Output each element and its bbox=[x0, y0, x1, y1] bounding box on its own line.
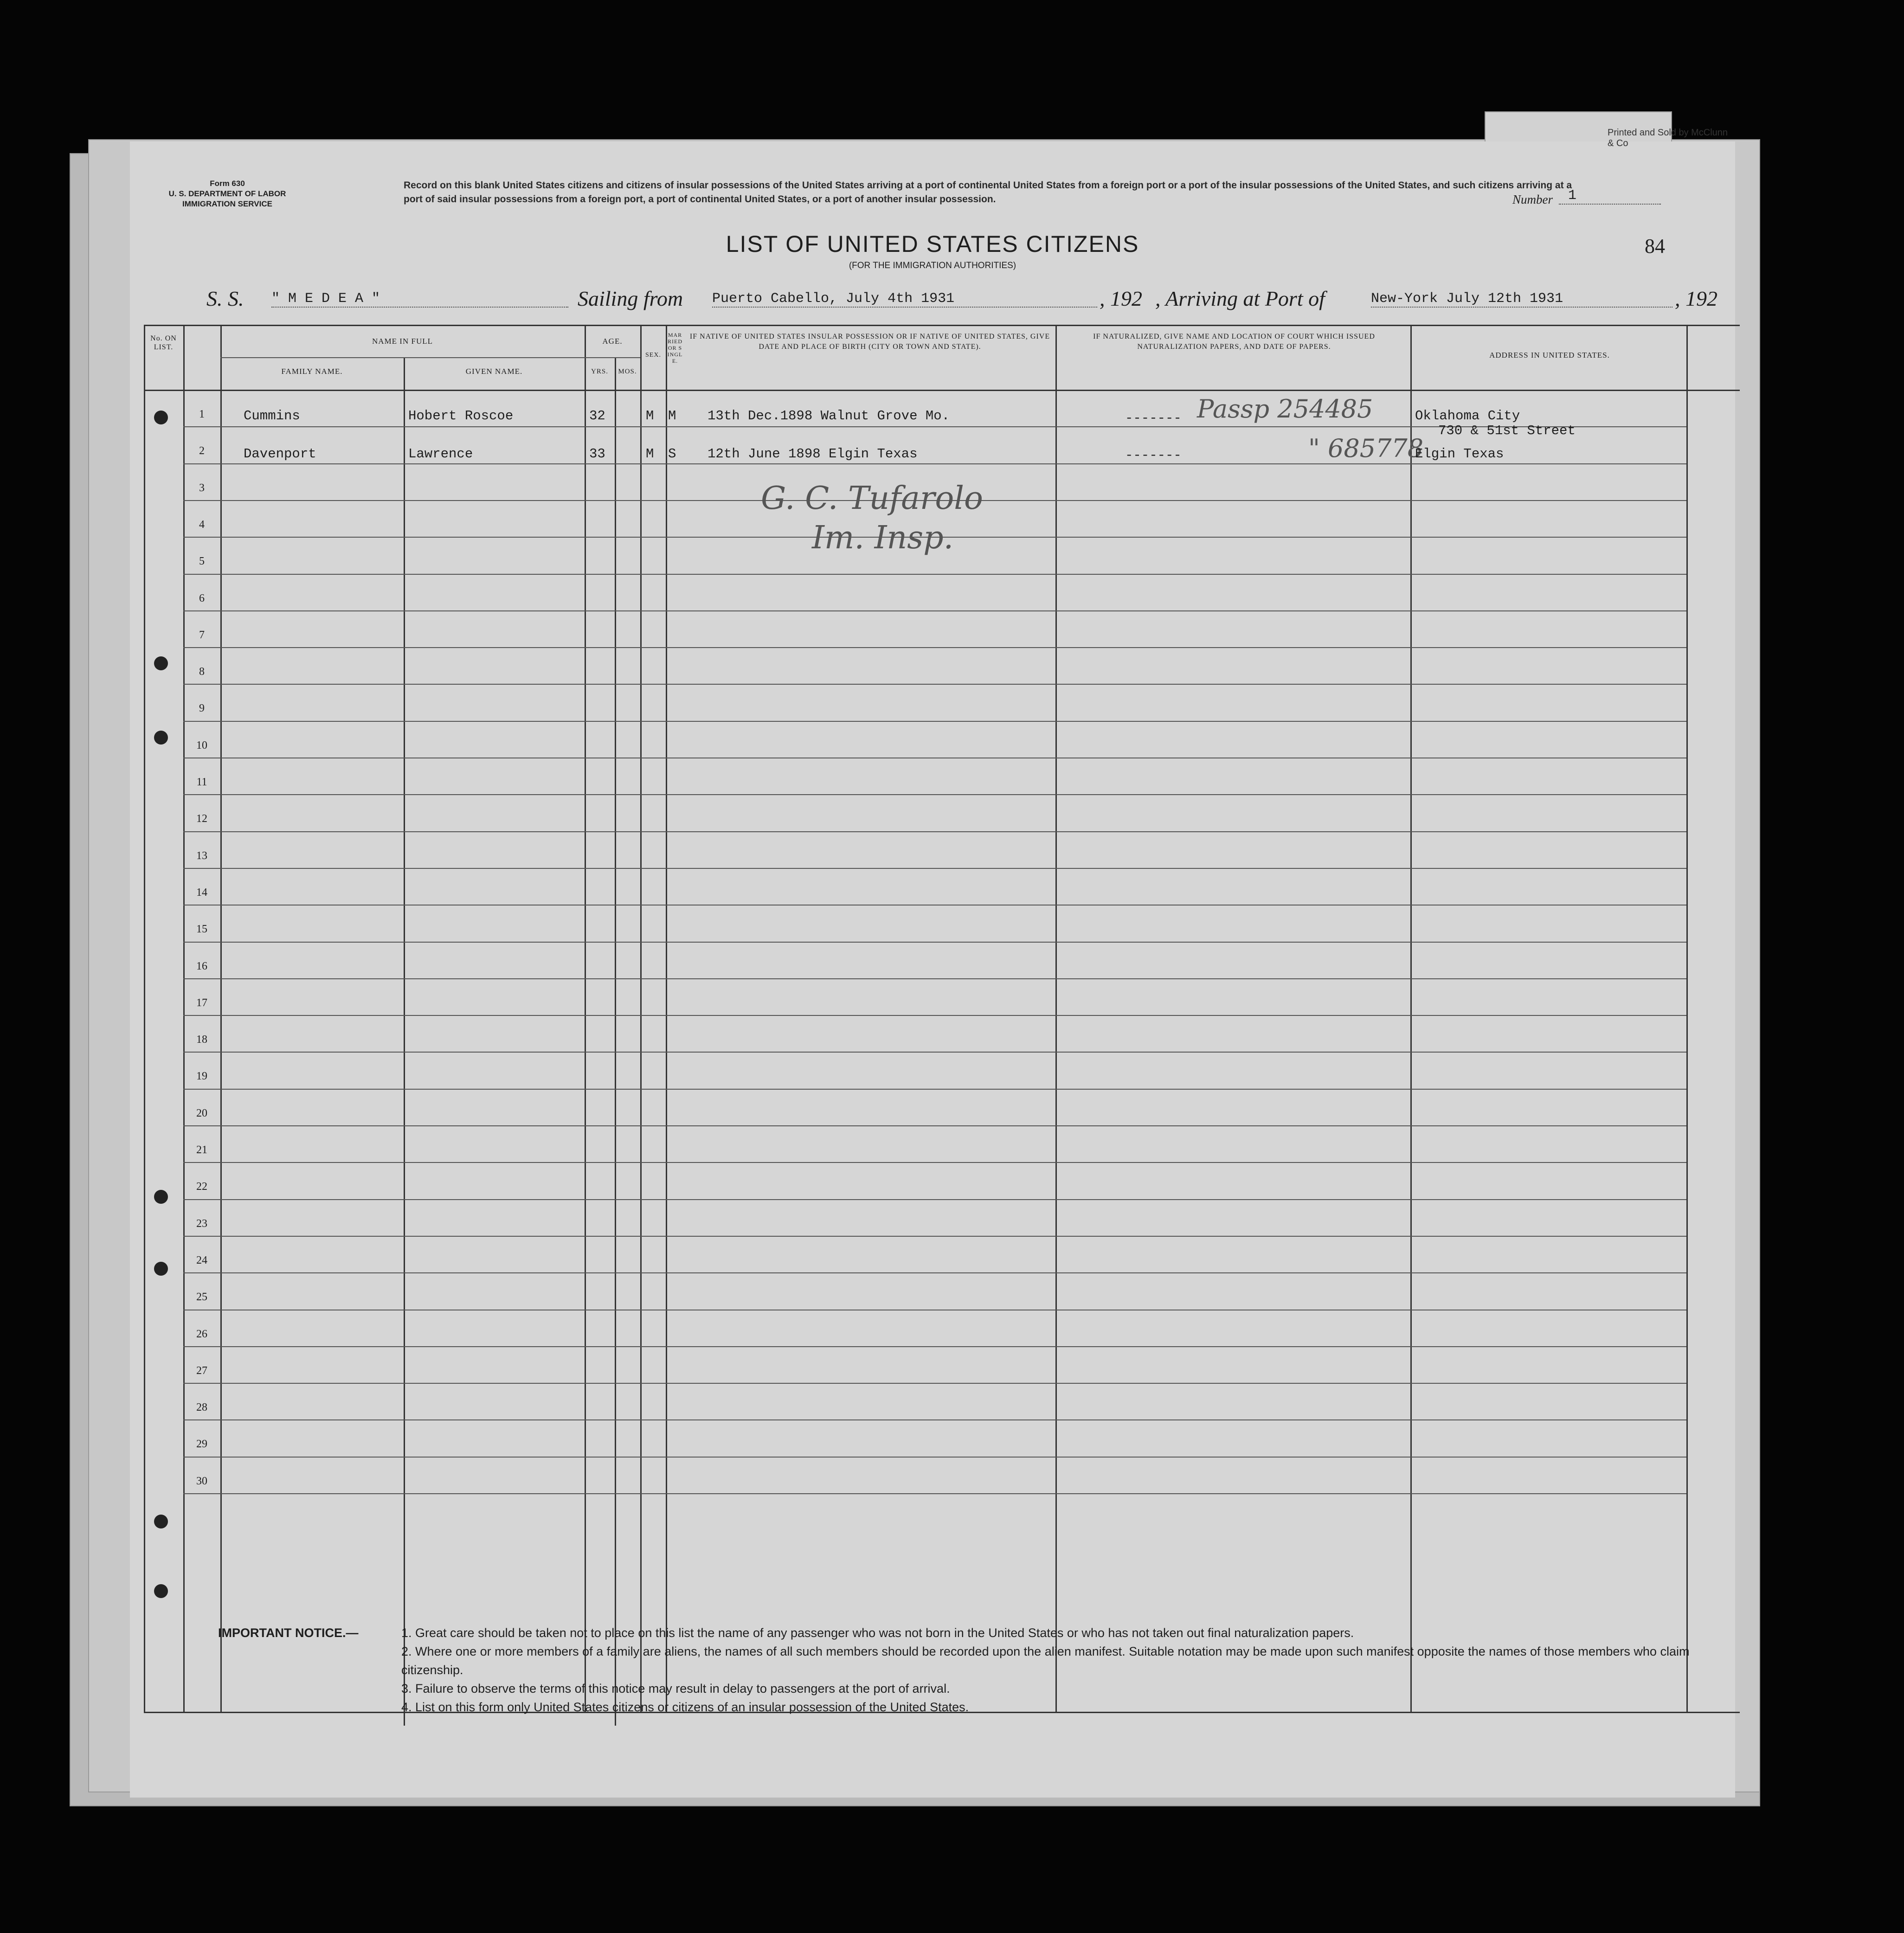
form-service: IMMIGRATION SERVICE bbox=[182, 199, 272, 208]
row-number: 23 bbox=[196, 1217, 207, 1230]
address-cell: Elgin Texas bbox=[1415, 446, 1504, 462]
handwritten-passport: " 685778 bbox=[1308, 434, 1424, 463]
family-name-cell: Cummins bbox=[244, 408, 300, 424]
column-rule bbox=[183, 325, 185, 1712]
row-number: 12 bbox=[196, 813, 207, 825]
address-cell-line2: 730 & 51st Street bbox=[1438, 423, 1576, 438]
row-rule bbox=[183, 1236, 1686, 1237]
inspector-title-signature: Im. Insp. bbox=[812, 520, 954, 556]
record-instructions: Record on this blank United States citizens and citizens of insular possessions of the United States arriving at a port of continental United States from a foreign port or a port of the insular possessions of the United States, and such citizens arriving at a port of said insular possessions from a foreign port, a port of continental United States, or a port of another insular possession. bbox=[404, 180, 1572, 205]
address-cell: Oklahoma City bbox=[1415, 408, 1520, 424]
row-rule bbox=[183, 647, 1686, 648]
birth-cell: 12th June 1898 Elgin Texas bbox=[708, 446, 918, 462]
row-number: 25 bbox=[196, 1291, 207, 1304]
inspector-signature: G. C. Tufarolo bbox=[761, 480, 983, 517]
row-rule bbox=[183, 1125, 1686, 1126]
row-rule bbox=[183, 684, 1686, 685]
sailing-label: Sailing from bbox=[578, 287, 683, 310]
row-rule bbox=[183, 868, 1686, 869]
row-number: 5 bbox=[199, 555, 205, 568]
notice-item: 1. Great care should be taken not to place on this list the name of any passenger who was not born in the United States or who has not taken out final naturalization papers. bbox=[401, 1626, 1354, 1640]
column-rule bbox=[404, 357, 405, 1726]
row-rule bbox=[183, 1383, 1686, 1384]
header-married-or-single: MARRIED OR SINGLE. bbox=[667, 332, 683, 364]
passenger-table bbox=[144, 325, 1740, 1712]
arriving-value: New-York July 12th 1931 bbox=[1371, 291, 1672, 308]
row-rule bbox=[183, 1346, 1686, 1347]
row-number: 24 bbox=[196, 1254, 207, 1266]
row-number: 17 bbox=[196, 996, 207, 1009]
column-rule bbox=[1055, 325, 1057, 1712]
column-rule bbox=[1410, 325, 1412, 1712]
binding-hole bbox=[154, 1515, 168, 1528]
manifest-page bbox=[130, 128, 1735, 1798]
row-number: 3 bbox=[199, 482, 205, 494]
row-number: 22 bbox=[196, 1181, 207, 1193]
row-rule bbox=[183, 610, 1686, 611]
row-number: 13 bbox=[196, 849, 207, 862]
sailing-value: Puerto Cabello, July 4th 1931 bbox=[712, 291, 1097, 308]
header-no-on-list: No. ON LIST. bbox=[150, 334, 177, 351]
row-rule bbox=[183, 721, 1686, 722]
header-yrs: YRS. bbox=[591, 368, 608, 375]
row-number: 2 bbox=[199, 445, 205, 457]
form-number: Form 630 bbox=[210, 179, 245, 188]
row-rule bbox=[183, 1089, 1686, 1090]
row-number: 11 bbox=[196, 776, 207, 788]
column-rule bbox=[640, 325, 642, 1712]
handwritten-passport: Passp 254485 bbox=[1197, 394, 1373, 424]
row-number: 9 bbox=[199, 702, 205, 715]
number-value: 1 bbox=[1559, 188, 1661, 205]
ss-label: S. S. bbox=[206, 287, 244, 310]
header-rule bbox=[144, 325, 1740, 326]
header-address: ADDRESS IN UNITED STATES. bbox=[1489, 351, 1610, 360]
notice-item: 4. List on this form only United States citizens or citizens of an insular possession of the United States. bbox=[401, 1700, 969, 1714]
married-cell: S bbox=[668, 446, 676, 462]
binding-hole bbox=[154, 731, 168, 745]
year-suffix: , 192 bbox=[1100, 287, 1142, 310]
binding-hole bbox=[154, 1262, 168, 1276]
row-rule bbox=[183, 794, 1686, 795]
row-number: 19 bbox=[196, 1070, 207, 1083]
row-rule bbox=[183, 1457, 1686, 1458]
row-number: 14 bbox=[196, 886, 207, 899]
notice-list bbox=[401, 1624, 1710, 1716]
page-subtitle: (FOR THE IMMIGRATION AUTHORITIES) bbox=[849, 261, 1016, 270]
age-cell: 32 bbox=[589, 408, 605, 424]
binding-hole bbox=[154, 656, 168, 670]
row-rule bbox=[183, 942, 1686, 943]
age-cell: 33 bbox=[589, 446, 605, 462]
row-rule bbox=[183, 1199, 1686, 1200]
header-rule bbox=[144, 390, 1740, 391]
birth-cell: 13th Dec.1898 Walnut Grove Mo. bbox=[708, 408, 950, 424]
row-rule bbox=[183, 978, 1686, 979]
page-number: 84 bbox=[1645, 235, 1665, 257]
ship-name: " M E D E A " bbox=[271, 291, 568, 308]
header-native: IF NATIVE OF UNITED STATES INSULAR POSSESSION OR IF NATIVE OF UNITED STATES, GIVE DATE AND PLACE OF BIRTH (CITY OR TOWN AND STATE). bbox=[689, 333, 1050, 351]
header-given-name: GIVEN NAME. bbox=[465, 367, 523, 376]
row-rule bbox=[183, 1052, 1686, 1053]
row-number: 4 bbox=[199, 518, 205, 531]
page-title: LIST OF UNITED STATES CITIZENS bbox=[726, 231, 1139, 257]
header-age: AGE. bbox=[602, 337, 623, 346]
column-rule bbox=[220, 325, 222, 1712]
row-rule bbox=[183, 1493, 1686, 1494]
row-rule bbox=[183, 463, 1686, 464]
row-number: 7 bbox=[199, 629, 205, 641]
row-rule bbox=[183, 1272, 1686, 1273]
row-number: 28 bbox=[196, 1401, 207, 1414]
column-rule bbox=[144, 325, 145, 1712]
row-number: 6 bbox=[199, 592, 205, 604]
notice-item: 2. Where one or more members of a family are aliens, the names of all such members should be recorded upon the alien manifest. Suitable notation may be made upon such manifest opposite the names of those members who claim citizenship. bbox=[401, 1644, 1690, 1677]
row-number: 18 bbox=[196, 1034, 207, 1046]
row-rule bbox=[183, 1162, 1686, 1163]
column-rule bbox=[666, 325, 667, 1712]
arriving-label: , Arriving at Port of bbox=[1155, 287, 1325, 310]
notice-heading: IMPORTANT NOTICE.— bbox=[218, 1626, 359, 1640]
row-number: 8 bbox=[199, 666, 205, 678]
row-rule bbox=[183, 574, 1686, 575]
row-number: 26 bbox=[196, 1328, 207, 1340]
header-rule bbox=[220, 357, 640, 358]
given-name-cell: Lawrence bbox=[408, 446, 473, 462]
row-rule bbox=[183, 1419, 1686, 1420]
voyage-line bbox=[206, 286, 1737, 314]
row-number: 29 bbox=[196, 1438, 207, 1451]
row-number: 16 bbox=[196, 960, 207, 972]
row-number: 21 bbox=[196, 1144, 207, 1156]
form-department: U. S. DEPARTMENT OF LABOR bbox=[168, 189, 286, 198]
column-rule bbox=[615, 357, 616, 1726]
column-rule bbox=[585, 325, 586, 1712]
header-sex: SEX. bbox=[645, 352, 661, 359]
printer-note: Printed and Sold by McClunn & Co bbox=[1608, 128, 1728, 148]
sex-cell: M bbox=[646, 446, 654, 462]
notice-item: 3. Failure to observe the terms of this notice may result in delay to passengers at the port of arrival. bbox=[401, 1682, 950, 1695]
given-name-cell: Hobert Roscoe bbox=[408, 408, 514, 424]
binding-hole bbox=[154, 1190, 168, 1204]
row-number: 1 bbox=[199, 408, 205, 420]
header-naturalized: IF NATURALIZED, GIVE NAME AND LOCATION OF COURT WHICH ISSUED NATURALIZATION PAPERS, AND DATE OF PAPERS. bbox=[1093, 333, 1375, 351]
naturalized-cell: ------- bbox=[1125, 448, 1182, 463]
family-name-cell: Davenport bbox=[244, 446, 316, 462]
header-name-in-full: NAME IN FULL bbox=[372, 337, 433, 346]
row-number: 27 bbox=[196, 1364, 207, 1377]
naturalized-cell: ------- bbox=[1125, 411, 1182, 426]
number-label: Number bbox=[1512, 193, 1553, 206]
header-mos: MOS. bbox=[618, 368, 637, 375]
header-family-name: FAMILY NAME. bbox=[281, 367, 343, 376]
form-id-block bbox=[158, 179, 297, 209]
row-rule bbox=[183, 831, 1686, 832]
row-number: 10 bbox=[196, 739, 207, 751]
married-cell: M bbox=[668, 408, 676, 424]
year-suffix: , 192 bbox=[1675, 287, 1717, 310]
row-number: 15 bbox=[196, 923, 207, 936]
sex-cell: M bbox=[646, 408, 654, 424]
row-rule bbox=[183, 1015, 1686, 1016]
column-rule bbox=[1686, 325, 1688, 1712]
row-number: 20 bbox=[196, 1107, 207, 1119]
row-number: 30 bbox=[196, 1475, 207, 1487]
binding-hole bbox=[154, 411, 168, 424]
binding-hole bbox=[154, 1584, 168, 1598]
